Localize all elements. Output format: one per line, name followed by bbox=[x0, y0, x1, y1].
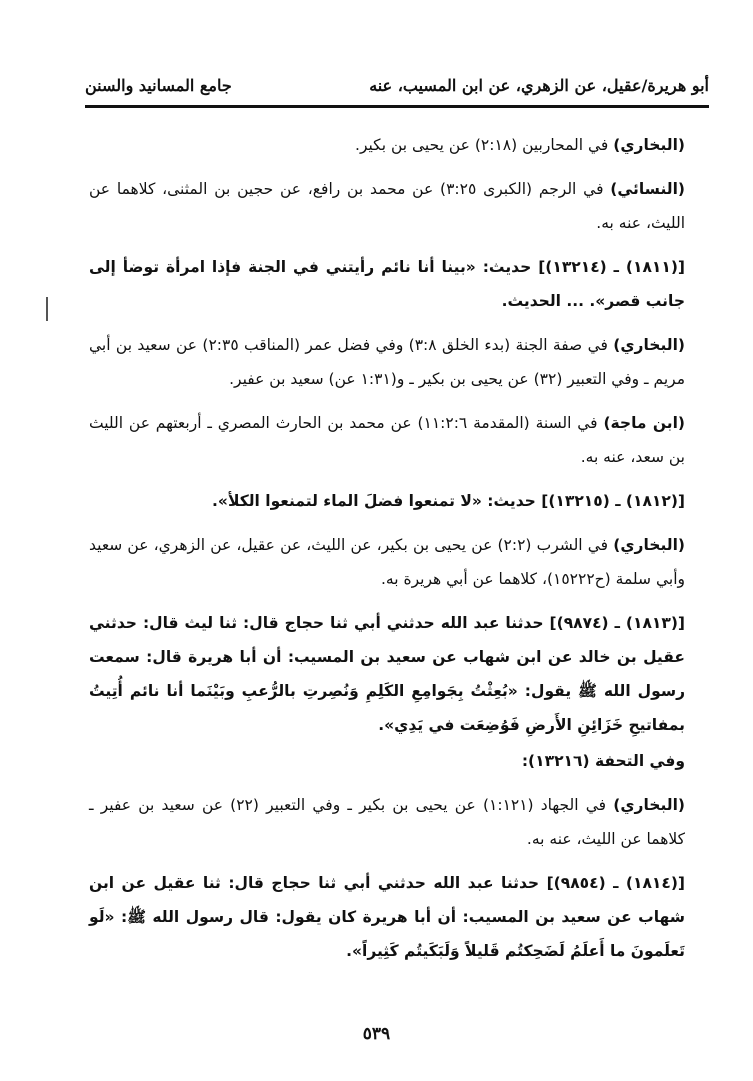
paragraph-1 bbox=[89, 128, 709, 162]
paragraph-8 bbox=[89, 606, 709, 742]
paragraph-text: حدثنا عبد الله حدثني أبي ثنا حجاج قال: ثنا ليث قال: حدثني عقيل بن خالد عن ابن شهاب عن سعيد بن المسيب: أن أبا هريرة قال: سمعت رسول الله ﷺ يقول: «بُعِثْتُ بِجَوامِعِ الكَلِمِ وَنُصِرتِ بالرُّعبِ وبَيْنَما أنا نائم أُتِيتُ بمفاتيحِ خَزَائِنِ الأَرضِ فَوُضِعَت في يَدِي». bbox=[89, 614, 685, 734]
page-body bbox=[89, 128, 709, 978]
paragraph-lead: [(١٨١٤) ـ (٩٨٥٤)] bbox=[546, 874, 685, 892]
paragraph-text: حدثنا عبد الله حدثني أبي ثنا حجاج قال: ثنا عقيل عن ابن شهاب عن سعيد بن المسيب: أن أبا هريرة كان يقول: قال رسول الله ﷺ: «لَو تَعلَمونَ ما أَعلَمُ لَضَحِكتُم قَليلاً وَلَبَكَيتُم كَثِيراً». bbox=[89, 874, 685, 960]
page-number: ٥٣٩ bbox=[362, 1024, 391, 1044]
paragraph-text: في المحاربين (٢:١٨) عن يحيى بن بكير. bbox=[355, 136, 614, 154]
paragraph-text: حديث: «لا تمنعوا فضلَ الماء لتمنعوا الكلأ». bbox=[212, 492, 542, 510]
paragraph-2 bbox=[89, 172, 709, 240]
paragraph-11 bbox=[89, 866, 709, 968]
paragraph-text: في الشرب (٢:٢) عن يحيى بن بكير، عن الليث، عن عقيل، عن الزهري، عن سعيد وأبي سلمة (ح١٥٢٢٢)، كلاهما عن أبي هريرة به. bbox=[89, 536, 685, 588]
paragraph-3 bbox=[89, 250, 709, 318]
paragraph-text: وفي التحفة (١٣٢١٦): bbox=[521, 752, 685, 770]
paragraph-9 bbox=[89, 744, 709, 778]
paragraph-text: في صفة الجنة (بدء الخلق ٣:٨) وفي فضل عمر (المناقب ٢:٣٥) عن سعيد بن أبي مريم ـ وفي التعبير (٣٢) عن يحيى بن بكير ـ و(١:٣١ عن) سعيد بن عفير. bbox=[89, 336, 685, 388]
paragraph-6 bbox=[89, 484, 709, 518]
running-header bbox=[85, 70, 709, 100]
paragraph-5 bbox=[89, 406, 709, 474]
header-chapter-title: أبو هريرة/عقيل، عن الزهري، عن ابن المسيب، عنه bbox=[369, 75, 709, 95]
paragraph-lead: (البخاري) bbox=[613, 336, 686, 354]
margin-mark bbox=[46, 297, 48, 321]
paragraph-text: في الجهاد (١:١٢١) عن يحيى بن بكير ـ وفي التعبير (٢٢) عن سعيد بن عفير ـ كلاهما عن الليث، عنه به. bbox=[89, 796, 685, 848]
paragraph-lead: (البخاري) bbox=[613, 796, 686, 814]
paragraph-lead: [(١٨١١) ـ (١٣٢١٤)] bbox=[538, 258, 685, 276]
header-book-title: جامع المسانيد والسنن bbox=[85, 75, 232, 95]
paragraph-lead: [(١٨١٢) ـ (١٣٢١٥)] bbox=[541, 492, 685, 510]
header-rule bbox=[85, 105, 709, 108]
paragraph-lead: [(١٨١٣) ـ (٩٨٧٤)] bbox=[549, 614, 685, 632]
paragraph-lead: (ابن ماجة) bbox=[603, 414, 685, 432]
paragraph-text: حديث: «بينا أنا نائم رأيتني في الجنة فإذا امرأة توضأ إلى جانب قصر». ... الحديث. bbox=[89, 258, 685, 310]
paragraph-lead: (النسائي) bbox=[610, 180, 686, 198]
paragraph-4 bbox=[89, 328, 709, 396]
paragraph-text: في الرجم (الكبرى ٣:٢٥) عن محمد بن رافع، عن حجين بن المثنى، كلاهما عن الليث، عنه به. bbox=[89, 180, 685, 232]
paragraph-text: في السنة (المقدمة ١١:٢:٦) عن محمد بن الحارث المصري ـ أربعتهم عن الليث بن سعد، عنه به. bbox=[89, 414, 685, 466]
paragraph-lead: (البخاري) bbox=[613, 136, 685, 154]
paragraph-lead: (البخاري) bbox=[613, 536, 685, 554]
paragraph-10 bbox=[89, 788, 709, 856]
paragraph-7 bbox=[89, 528, 709, 596]
